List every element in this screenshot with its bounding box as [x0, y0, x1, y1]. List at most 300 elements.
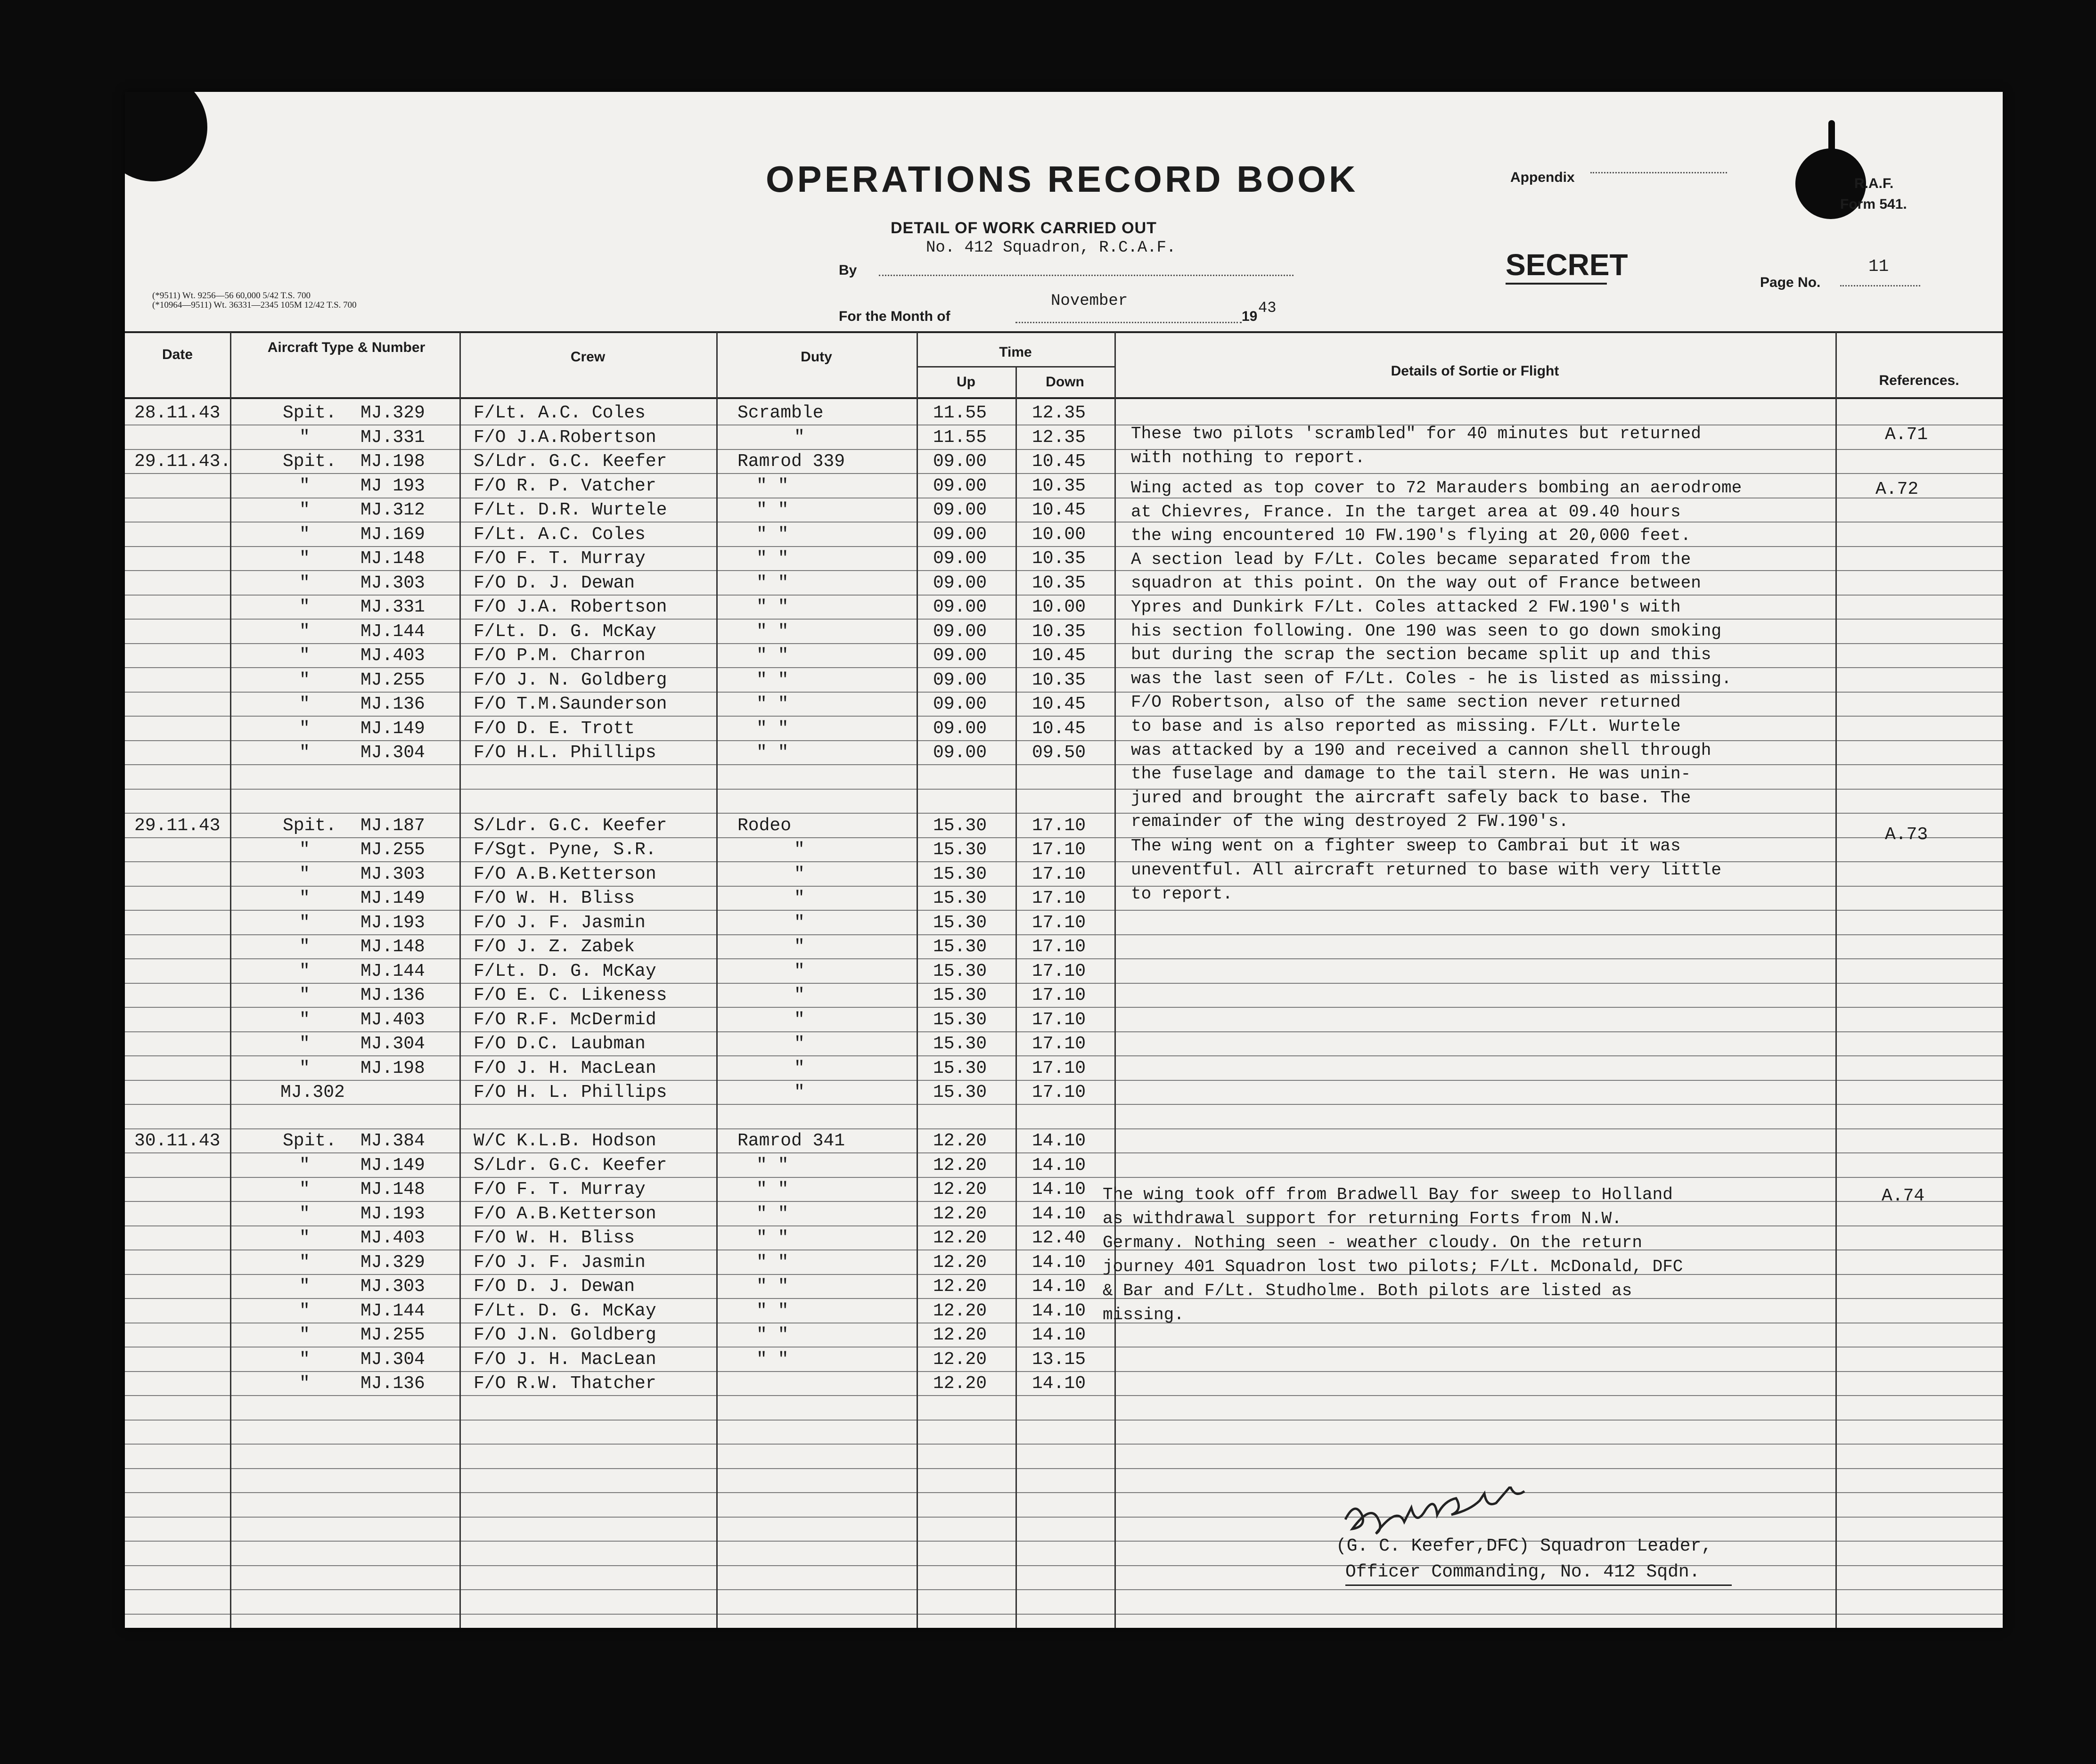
classification-underline [1506, 283, 1607, 285]
cell-time-up: 09.00 [933, 694, 987, 714]
detail-line: & Bar and F/Lt. Studholme. Both pilots are listed as [1103, 1281, 1632, 1300]
cell-aircraft-number: MJ.384 [360, 1131, 425, 1151]
row-rule [125, 958, 2003, 959]
page-number: 11 [1868, 257, 1889, 276]
cell-aircraft-number: MJ.312 [360, 500, 425, 520]
signature-line-1: (G. C. Keefer,DFC) Squadron Leader, [1336, 1536, 1712, 1556]
cell-time-up: 15.30 [933, 1034, 987, 1054]
cell-crew: F/O F. T. Murray [474, 1179, 646, 1200]
cell-aircraft-type: " [299, 1349, 310, 1370]
row-rule [125, 1444, 2003, 1445]
cell-duty: " [794, 1058, 805, 1078]
cell-aircraft-number: MJ.255 [360, 840, 425, 860]
cell-duty: Scramble [737, 403, 824, 423]
cell-time-up: 09.00 [933, 670, 987, 690]
detail-line: F/O Robertson, also of the same section never returned [1131, 693, 1681, 712]
cell-crew: S/Ldr. G.C. Keefer [474, 1155, 667, 1176]
detail-line: missing. [1103, 1305, 1184, 1324]
cell-aircraft-type: " [299, 1373, 310, 1394]
cell-crew: S/Ldr. G.C. Keefer [474, 815, 667, 836]
detail-line: remainder of the wing destroyed 2 FW.190's. [1131, 812, 1569, 832]
signature-underline [1345, 1584, 1732, 1586]
row-rule [125, 1347, 2003, 1348]
row-rule [125, 692, 2003, 693]
cell-time-down: 14.10 [1032, 1373, 1086, 1394]
cell-aircraft-number: MJ.148 [360, 937, 425, 957]
cell-aircraft-type: " [299, 694, 310, 714]
cell-aircraft-type: " [299, 840, 310, 860]
cell-duty: " " [756, 1300, 789, 1321]
cell-duty: " [794, 427, 805, 448]
row-rule [125, 886, 2003, 887]
row-rule [125, 789, 2003, 790]
cell-crew: F/O D. E. Trott [474, 718, 635, 739]
col-header-details: Details of Sortie or Flight [1391, 363, 1559, 379]
cell-time-up: 15.30 [933, 961, 987, 981]
cell-aircraft-type: " [299, 548, 310, 569]
subtitle: DETAIL OF WORK CARRIED OUT [891, 219, 1157, 237]
detail-line: jured and brought the aircraft safely back to base. The [1131, 788, 1691, 808]
cell-aircraft-number: MJ.304 [360, 1349, 425, 1370]
cell-aircraft-number: MJ.198 [360, 1058, 425, 1078]
cell-time-up: 11.55 [933, 427, 987, 448]
cell-duty: " " [756, 743, 789, 763]
cell-duty: " " [756, 1228, 789, 1248]
cell-aircraft-number: MJ.136 [360, 694, 425, 714]
cell-time-down: 10.35 [1032, 670, 1086, 690]
cell-aircraft-type: " [299, 645, 310, 666]
cell-date: 28.11.43 [134, 403, 221, 423]
cell-aircraft-type: " [299, 475, 310, 496]
cell-aircraft-number: MJ.148 [360, 1179, 425, 1200]
by-value: No. 412 Squadron, R.C.A.F. [926, 239, 1176, 257]
signature-line-2: Officer Commanding, No. 412 Sqdn. [1345, 1562, 1700, 1582]
cell-date: 30.11.43 [134, 1131, 221, 1151]
col-header-date: Date [162, 347, 193, 362]
row-rule [125, 1468, 2003, 1469]
cell-time-up: 15.30 [933, 912, 987, 933]
cell-aircraft-type: " [299, 670, 310, 690]
cell-aircraft-number: MJ.193 [360, 912, 425, 933]
cell-time-down: 10.45 [1032, 645, 1086, 666]
cell-time-up: 09.00 [933, 572, 987, 593]
cell-crew: F/O J. H. MacLean [474, 1058, 656, 1078]
cell-crew: F/O J. N. Goldberg [474, 670, 667, 690]
cell-crew: F/O W. H. Bliss [474, 1228, 635, 1248]
cell-aircraft-type: " [299, 1155, 310, 1176]
row-rule [125, 1395, 2003, 1396]
cell-aircraft-type: " [299, 888, 310, 908]
cell-aircraft-type: " [299, 1058, 310, 1078]
col-divider [1015, 366, 1017, 1628]
cell-crew: F/O D. J. Dewan [474, 572, 635, 593]
col-header-crew: Crew [570, 349, 606, 365]
cell-crew: F/O E. C. Likeness [474, 985, 667, 1005]
cell-aircraft-type: Spit. [283, 403, 337, 423]
cell-time-down: 14.10 [1032, 1276, 1086, 1297]
cell-aircraft-type: " [299, 1228, 310, 1248]
detail-line: journey 401 Squadron lost two pilots; F/Lt. McDonald, DFC [1103, 1257, 1683, 1276]
cell-crew: F/Sgt. Pyne, S.R. [474, 840, 656, 860]
handwritten-signature [1336, 1486, 1590, 1543]
row-rule [125, 1274, 2003, 1275]
cell-time-down: 10.00 [1032, 524, 1086, 545]
cell-aircraft-number: MJ.136 [360, 1373, 425, 1394]
cell-time-down: 17.10 [1032, 1034, 1086, 1054]
cell-duty: " [794, 937, 805, 957]
row-rule [125, 1201, 2003, 1202]
cell-time-up: 15.30 [933, 815, 987, 836]
cell-time-down: 12.40 [1032, 1228, 1086, 1248]
cell-time-up: 15.30 [933, 864, 987, 884]
cell-aircraft-number: MJ.187 [360, 815, 425, 836]
cell-crew: F/O A.B.Ketterson [474, 864, 656, 884]
cell-aircraft-number: MJ.144 [360, 961, 425, 981]
cell-crew: F/O R. P. Vatcher [474, 475, 656, 496]
col-divider [1114, 332, 1116, 1628]
row-rule [125, 1298, 2003, 1299]
col-divider [716, 332, 718, 1628]
print-code-1: (*9511) Wt. 9256—56 60,000 5/42 T.S. 700 [152, 291, 311, 301]
cell-crew: F/O W. H. Bliss [474, 888, 635, 908]
cell-time-up: 15.30 [933, 1058, 987, 1078]
cell-duty: " [794, 1009, 805, 1030]
row-rule [125, 1128, 2003, 1129]
cell-crew: F/O D. J. Dewan [474, 1276, 635, 1297]
row-rule [125, 1225, 2003, 1226]
detail-line: These two pilots 'scrambled" for 40 minutes but returned [1131, 424, 1701, 443]
cell-crew: F/Lt. A.C. Coles [474, 524, 646, 545]
cell-crew: F/O A.B.Ketterson [474, 1203, 656, 1224]
row-rule [125, 1541, 2003, 1542]
cell-crew: F/Lt. D. G. McKay [474, 1300, 656, 1321]
punch-hole-left [125, 92, 207, 181]
detail-line: A section lead by F/Lt. Coles became separated from the [1131, 549, 1691, 569]
cell-duty: " " [756, 1349, 789, 1370]
col-divider [230, 332, 231, 1628]
detail-line: The wing took off from Bradwell Bay for sweep to Holland [1103, 1185, 1673, 1204]
cell-crew: S/Ldr. G.C. Keefer [474, 451, 667, 472]
cell-crew: F/O R.F. McDermid [474, 1009, 656, 1030]
cell-duty: " " [756, 1155, 789, 1176]
cell-aircraft-number: MJ.403 [360, 1228, 425, 1248]
cell-aircraft-type: " [299, 572, 310, 593]
cell-time-down: 10.45 [1032, 718, 1086, 739]
row-rule [125, 1177, 2003, 1178]
cell-aircraft-number: MJ.403 [360, 645, 425, 666]
detail-line: with nothing to report. [1131, 448, 1365, 467]
cell-crew: F/O R.W. Thatcher [474, 1373, 656, 1394]
row-rule [125, 449, 2003, 450]
cell-date: 29.11.43 [134, 815, 221, 836]
cell-time-up: 12.20 [933, 1203, 987, 1224]
by-field [879, 275, 1294, 276]
row-rule [125, 1031, 2003, 1032]
reference-a73: A.73 [1885, 825, 1928, 845]
row-rule [125, 1589, 2003, 1590]
cell-duty: " " [756, 1203, 789, 1224]
cell-aircraft-number: MJ.148 [360, 548, 425, 569]
detail-line: uneventful. All aircraft returned to base with very little [1131, 860, 1722, 880]
cell-duty: " [794, 888, 805, 908]
row-rule [125, 1055, 2003, 1056]
cell-time-down: 17.10 [1032, 1082, 1086, 1102]
cell-aircraft-number: MJ.144 [360, 1300, 425, 1321]
cell-aircraft-number: MJ.303 [360, 572, 425, 593]
col-header-time: Time [999, 344, 1032, 360]
cell-crew: F/O J.N. Goldberg [474, 1325, 656, 1345]
cell-time-up: 12.20 [933, 1131, 987, 1151]
cell-aircraft-number: MJ.149 [360, 718, 425, 739]
cell-aircraft-type: MJ.302 [280, 1082, 345, 1102]
cell-time-down: 10.35 [1032, 621, 1086, 642]
cell-aircraft-number: MJ.169 [360, 524, 425, 545]
cell-duty: " " [756, 475, 789, 496]
cell-aircraft-number: MJ.331 [360, 427, 425, 448]
cell-aircraft-number: MJ.144 [360, 621, 425, 642]
detail-line: to report. [1131, 884, 1233, 904]
cell-duty: " [794, 840, 805, 860]
cell-aircraft-number: MJ.193 [360, 1203, 425, 1224]
cell-aircraft-number: MJ.149 [360, 888, 425, 908]
month-value: November [1051, 292, 1128, 310]
cell-duty: " " [756, 1325, 789, 1345]
cell-time-down: 14.10 [1032, 1131, 1086, 1151]
cell-time-down: 17.10 [1032, 840, 1086, 860]
cell-aircraft-number: MJ.303 [360, 864, 425, 884]
detail-line: to base and is also reported as missing. F/Lt. Wurtele [1131, 717, 1681, 736]
cell-aircraft-type: " [299, 1325, 310, 1345]
row-rule [125, 595, 2003, 596]
cell-duty: " " [756, 500, 789, 520]
cell-time-down: 12.35 [1032, 403, 1086, 423]
cell-crew: F/O J.A. Robertson [474, 597, 667, 617]
cell-crew: F/O F. T. Murray [474, 548, 646, 569]
cell-duty: " " [756, 1252, 789, 1273]
cell-duty: " " [756, 597, 789, 617]
cell-duty: " " [756, 524, 789, 545]
appendix-label: Appendix [1510, 170, 1575, 185]
cell-time-up: 09.00 [933, 500, 987, 520]
cell-time-up: 15.30 [933, 985, 987, 1005]
cell-time-up: 12.20 [933, 1252, 987, 1273]
col-header-references: References. [1879, 373, 1959, 388]
row-rule [125, 1080, 2003, 1081]
cell-time-up: 09.00 [933, 475, 987, 496]
cell-aircraft-number: MJ.198 [360, 451, 425, 472]
cell-time-up: 12.20 [933, 1373, 987, 1394]
cell-time-up: 12.20 [933, 1179, 987, 1200]
col-divider [917, 332, 918, 1628]
cell-aircraft-number: MJ.136 [360, 985, 425, 1005]
cell-time-down: 12.35 [1032, 427, 1086, 448]
cell-duty: Ramrod 341 [737, 1131, 845, 1151]
cell-duty: " " [756, 621, 789, 642]
reference-a74: A.74 [1882, 1186, 1925, 1206]
row-rule [125, 813, 2003, 814]
cell-crew: F/O J. F. Jasmin [474, 912, 646, 933]
cell-duty: " " [756, 548, 789, 569]
table-top-rule [125, 331, 2003, 333]
cell-time-up: 11.55 [933, 403, 987, 423]
cell-time-down: 14.10 [1032, 1325, 1086, 1345]
cell-aircraft-number: MJ.255 [360, 1325, 425, 1345]
cell-aircraft-number: MJ.331 [360, 597, 425, 617]
row-rule [125, 837, 2003, 838]
cell-duty: " " [756, 1179, 789, 1200]
detail-line: the fuselage and damage to the tail stern. He was unin- [1131, 764, 1691, 784]
cell-aircraft-number: MJ.329 [360, 1252, 425, 1273]
cell-aircraft-type: " [299, 1009, 310, 1030]
cell-time-down: 10.35 [1032, 572, 1086, 593]
cell-aircraft-type: " [299, 937, 310, 957]
cell-duty: " [794, 961, 805, 981]
row-rule [125, 522, 2003, 523]
cell-duty: " [794, 1082, 805, 1102]
cell-duty: " " [756, 718, 789, 739]
row-rule [125, 1371, 2003, 1372]
cell-aircraft-type: " [299, 1300, 310, 1321]
year-prefix: 19 [1242, 309, 1258, 324]
cell-date: 29.11.43. [134, 451, 231, 472]
cell-time-down: 14.10 [1032, 1179, 1086, 1200]
cell-time-up: 12.20 [933, 1228, 987, 1248]
cell-time-up: 12.20 [933, 1276, 987, 1297]
cell-time-down: 17.10 [1032, 985, 1086, 1005]
cell-time-up: 12.20 [933, 1155, 987, 1176]
cell-time-down: 17.10 [1032, 912, 1086, 933]
row-rule [125, 1517, 2003, 1518]
reference-a71: A.71 [1885, 425, 1928, 445]
cell-time-up: 15.30 [933, 937, 987, 957]
col-divider [459, 332, 461, 1628]
cell-time-down: 10.35 [1032, 548, 1086, 569]
cell-crew: F/O D.C. Laubman [474, 1034, 646, 1054]
cell-duty: " " [756, 694, 789, 714]
cell-aircraft-type: " [299, 427, 310, 448]
cell-crew: F/O J. Z. Zabek [474, 937, 635, 957]
col-header-aircraft: Aircraft Type & Number [267, 340, 426, 355]
cell-crew: F/Lt. D. G. McKay [474, 621, 656, 642]
cell-time-down: 17.10 [1032, 864, 1086, 884]
detail-line: The wing went on a fighter sweep to Cambrai but it was [1131, 836, 1681, 856]
row-rule [125, 473, 2003, 474]
appendix-field [1590, 172, 1727, 173]
cell-time-up: 15.30 [933, 840, 987, 860]
cell-time-up: 09.00 [933, 718, 987, 739]
cell-duty: Ramrod 339 [737, 451, 845, 472]
cell-aircraft-type: " [299, 597, 310, 617]
by-label: By [839, 262, 857, 278]
detail-line: Ypres and Dunkirk F/Lt. Coles attacked 2 FW.190's with [1131, 597, 1681, 617]
page-field [1840, 285, 1920, 286]
col-header-up: Up [957, 374, 975, 390]
classification-stamp: SECRET [1506, 248, 1628, 282]
cell-time-up: 09.00 [933, 597, 987, 617]
cell-time-down: 14.10 [1032, 1203, 1086, 1224]
header-bottom-rule [125, 397, 2003, 399]
row-rule [125, 546, 2003, 547]
cell-time-down: 17.10 [1032, 937, 1086, 957]
cell-aircraft-number: MJ 193 [360, 475, 425, 496]
cell-aircraft-type: Spit. [283, 1131, 337, 1151]
row-rule [125, 1152, 2003, 1153]
cell-aircraft-type: " [299, 1179, 310, 1200]
cell-aircraft-type: Spit. [283, 815, 337, 836]
cell-time-down: 17.10 [1032, 815, 1086, 836]
cell-time-up: 15.30 [933, 1082, 987, 1102]
row-rule [125, 643, 2003, 644]
detail-line: Wing acted as top cover to 72 Marauders bombing an aerodrome [1131, 478, 1742, 498]
cell-aircraft-type: " [299, 1276, 310, 1297]
detail-line: his section following. One 190 was seen to go down smoking [1131, 621, 1722, 641]
cell-crew: F/O J. F. Jasmin [474, 1252, 646, 1273]
cell-time-down: 17.10 [1032, 961, 1086, 981]
cell-duty: " [794, 985, 805, 1005]
cell-duty: " " [756, 572, 789, 593]
cell-crew: W/C K.L.B. Hodson [474, 1131, 656, 1151]
cell-time-down: 10.45 [1032, 500, 1086, 520]
cell-time-up: 12.20 [933, 1300, 987, 1321]
page-label: Page No. [1760, 275, 1821, 290]
cell-aircraft-type: " [299, 524, 310, 545]
cell-aircraft-type: " [299, 500, 310, 520]
cell-time-down: 10.35 [1032, 475, 1086, 496]
cell-duty: " " [756, 670, 789, 690]
cell-time-down: 10.45 [1032, 451, 1086, 472]
cell-aircraft-number: MJ.329 [360, 403, 425, 423]
form-raf: R.A.F. [1854, 176, 1894, 191]
cell-aircraft-type: Spit. [283, 451, 337, 472]
row-rule [125, 1104, 2003, 1105]
detail-line: Germany. Nothing seen - weather cloudy. On the return [1103, 1233, 1642, 1252]
cell-crew: F/O H. L. Phillips [474, 1082, 667, 1102]
cell-time-down: 17.10 [1032, 1009, 1086, 1030]
month-field [1015, 322, 1242, 323]
row-rule [125, 716, 2003, 717]
cell-time-down: 10.00 [1032, 597, 1086, 617]
cell-time-down: 13.15 [1032, 1349, 1086, 1370]
row-rule [125, 764, 2003, 765]
cell-aircraft-type: " [299, 912, 310, 933]
cell-crew: F/O J.A.Robertson [474, 427, 656, 448]
cell-duty: Rodeo [737, 815, 792, 836]
cell-aircraft-type: " [299, 1203, 310, 1224]
cell-aircraft-number: MJ.303 [360, 1276, 425, 1297]
cell-duty: " " [756, 1276, 789, 1297]
cell-aircraft-number: MJ.304 [360, 1034, 425, 1054]
detail-line: at Chievres, France. In the target area at 09.40 hours [1131, 502, 1681, 522]
cell-duty: " [794, 864, 805, 884]
col-header-down: Down [1046, 374, 1084, 390]
cell-time-up: 09.00 [933, 548, 987, 569]
row-rule [125, 1007, 2003, 1008]
detail-line: was attacked by a 190 and received a cannon shell through [1131, 740, 1711, 760]
cell-duty: " [794, 912, 805, 933]
detail-line: was the last seen of F/Lt. Coles - he is listed as missing. [1131, 669, 1732, 688]
cell-aircraft-type: " [299, 718, 310, 739]
row-rule [125, 1420, 2003, 1421]
cell-duty: " [794, 1034, 805, 1054]
cell-time-up: 09.00 [933, 645, 987, 666]
cell-time-up: 09.00 [933, 451, 987, 472]
cell-aircraft-type: " [299, 985, 310, 1005]
cell-time-up: 09.00 [933, 524, 987, 545]
row-rule [125, 983, 2003, 984]
time-subheader-rule [917, 366, 1114, 368]
print-code-2: (*10964—9511) Wt. 36331—2345 105M 12/42 T.S. 700 [152, 300, 357, 310]
cell-aircraft-number: MJ.403 [360, 1009, 425, 1030]
